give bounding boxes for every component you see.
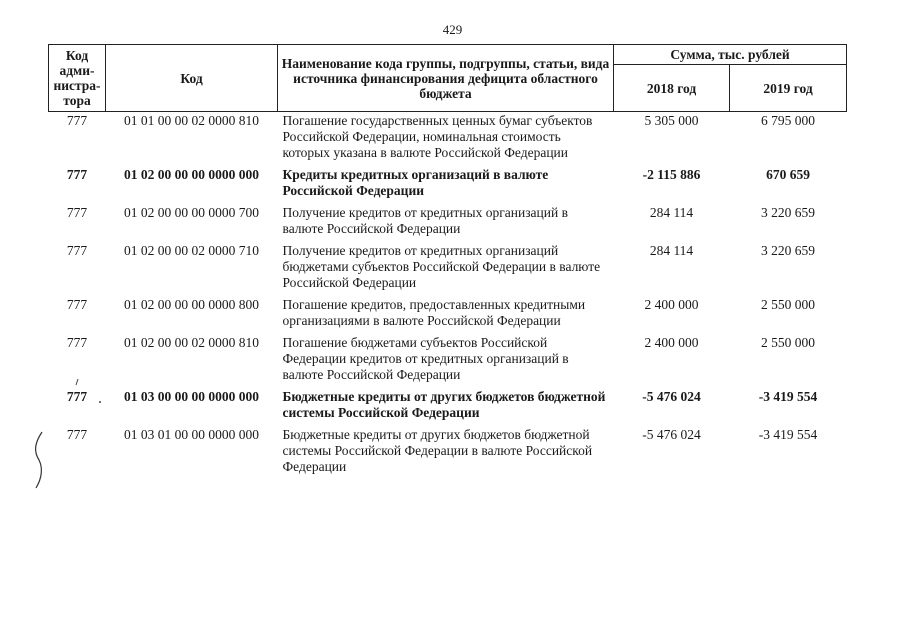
code-cell: 01 02 00 00 00 0000 800 [124,297,259,312]
sum-2019-cell: 6 795 000 [761,113,815,128]
sum-2018-cell: -5 476 024 [642,389,701,404]
sum-2019-cell: 670 659 [766,167,810,182]
name-cell: Погашение кредитов, предоставленных кредитными организациями в валюте Российской Федерации [282,297,586,328]
table-header [49,45,847,112]
sum-2018-cell: 2 400 000 [644,335,699,350]
sum-2018-cell: 284 114 [649,205,694,220]
code-cell: 01 02 00 00 00 0000 000 [124,167,259,182]
code-cell: 01 01 00 00 02 0000 810 [124,113,259,128]
admin-code-cell: 777 [66,167,88,182]
sum-2018-cell: 2 400 000 [644,297,699,312]
code-cell: 01 02 00 00 02 0000 710 [124,243,259,258]
code-cell: 01 02 00 00 00 0000 700 [124,205,259,220]
page-number: 429 [442,22,463,37]
table-body [49,112,847,482]
sum-2019-cell: 3 220 659 [761,205,815,220]
margin-dot-mark [98,400,102,404]
header-year-2019: 2019 год [730,65,847,112]
table-row [49,167,847,205]
table-row [49,112,847,168]
sum-2018-cell: -5 476 024 [642,427,701,442]
table-row [49,243,847,297]
sum-2018-cell: 284 114 [649,243,694,258]
name-cell: Бюджетные кредиты от других бюджетов бюджетной системы Российской Федерации [282,389,606,420]
name-cell: Получение кредитов от кредитных организаций в валюте Российской Федерации [282,205,568,236]
name-cell: Погашение бюджетами субъектов Российской Федерации кредитов от кредитных организаций в валюте Российской Федерации [282,335,569,382]
sum-2019-cell: 3 220 659 [761,243,815,258]
name-cell: Погашение государственных ценных бумаг субъектов Российской Федерации, номинальная стоимость которых указана в валюте Российской Федерации [282,113,593,160]
margin-bracket-mark [30,430,50,490]
name-cell: Кредиты кредитных организаций в валюте Российской Федерации [282,167,549,198]
admin-code-cell: 777 [66,243,88,258]
name-cell: Получение кредитов от кредитных организаций бюджетами субъектов Российской Федерации в валюте Российской Федерации [282,243,601,290]
name-cell: Бюджетные кредиты от других бюджетов бюджетной системы Российской Федерации в валюте Российской Федерации [282,427,593,474]
header-code: Код [106,45,278,112]
admin-code-cell: 777 [66,335,88,350]
admin-code-cell: 777 [66,389,88,404]
sum-2019-cell: 2 550 000 [761,297,815,312]
code-cell: 01 03 00 00 00 0000 000 [124,389,259,404]
header-admin-code: Код адми-нистра-тора [49,45,106,112]
sum-2019-cell: 2 550 000 [761,335,815,350]
sum-2018-cell: 5 305 000 [644,113,699,128]
sum-2018-cell: -2 115 886 [642,167,701,182]
table-row [49,389,847,427]
header-name: Наименование кода группы, подгруппы, статьи, вида источника финансирования дефицита областного бюджета [278,45,614,112]
sum-2019-cell: -3 419 554 [758,389,818,404]
admin-code-cell: 777 [66,427,88,442]
admin-code-cell: 777 [66,297,88,312]
table-row [49,427,847,481]
admin-code-cell: 777 [66,113,88,128]
financing-sources-table [48,44,847,481]
margin-tick-mark [74,378,80,386]
code-cell: 01 03 01 00 00 0000 000 [124,427,259,442]
table-row [49,205,847,243]
sum-2019-cell: -3 419 554 [758,427,818,442]
code-cell: 01 02 00 00 02 0000 810 [124,335,259,350]
header-year-2018: 2018 год [614,65,730,112]
table-row [49,335,847,389]
table-row [49,297,847,335]
header-sum-group: Сумма, тыс. рублей [614,45,847,65]
admin-code-cell: 777 [66,205,88,220]
